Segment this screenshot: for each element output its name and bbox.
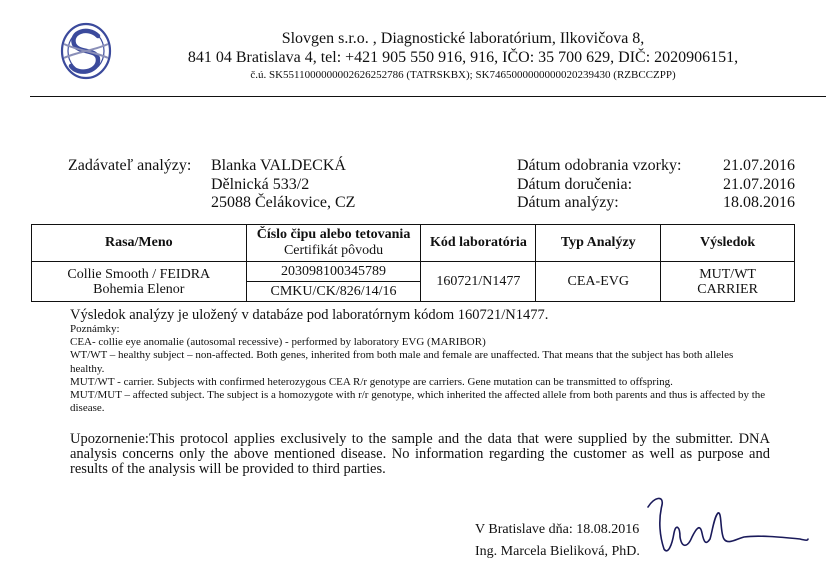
- sampling-date-label: Dátum odobrania vzorky:: [517, 157, 682, 174]
- chip-header: [246, 225, 421, 262]
- signatory-name: Ing. Marcela Bieliková, PhD.: [475, 544, 640, 559]
- result-cell: [661, 262, 795, 302]
- dog-name: Bohemia Elenor: [93, 281, 185, 297]
- results-table: [31, 224, 795, 302]
- sampling-date-value: 21.07.2016: [723, 157, 795, 174]
- signature-place-date: V Bratislave dňa: 18.08.2016: [475, 522, 640, 537]
- lab-bank-accounts: č.ú. SK5511000000002626252786 (TATRSKBX); SK7465000000000020239430 (RZBCCZPP): [250, 69, 676, 81]
- breed-name: Collie Smooth / FEIDRA: [67, 266, 211, 282]
- warning-text: Upozornenie:This protocol applies exclusively to the sample and the data that were supplied by the submitter. DNA analysis concerns only the above mentioned disease. No information regarding the customer as well as purpose and results of the analysis will be provided to third parties.: [70, 431, 770, 477]
- notes-section: [70, 323, 770, 415]
- result-genotype: MUT/WT: [699, 266, 756, 282]
- table-row: [32, 262, 795, 282]
- note-item: MUT/MUT – affected subject. The subject is a homozygote with r/r genotype, which inherited the affected allele from both parents and thus is affected by the disease.: [70, 389, 766, 415]
- note-item: WT/WT – healthy subject – non-affected. Both genes, inherited from both male and female are unaffected. That means that the subject has both alleles healthy.: [70, 349, 734, 375]
- note-item: CEA- collie eye anomalie (autosomal recessive) - performed by laboratory EVG (MARIBOR): [70, 336, 486, 349]
- client-street: Dělnická 533/2: [211, 176, 310, 193]
- warning-section: [70, 432, 770, 477]
- handwritten-signature: [640, 493, 812, 563]
- slovgen-logo: [58, 20, 114, 82]
- result-stored-note: Výsledok analýzy je uložený v databáze pod laboratórnym kódom 160721/N1477.: [70, 307, 549, 323]
- analysis-date-label: Dátum analýzy:: [517, 194, 619, 211]
- breed-cell: [32, 262, 247, 302]
- table-header-row: [32, 225, 795, 262]
- lab-code-cell: 160721/N1477: [421, 262, 536, 302]
- certificate-header-label: Certifikát pôvodu: [283, 243, 384, 258]
- result-status: CARRIER: [697, 281, 758, 297]
- lab-header-line1: Slovgen s.r.o. , Diagnostické laboratórium, Ilkovičova 8,: [281, 30, 645, 47]
- note-item: MUT/WT - carrier. Subjects with confirmed heterozygous CEA R/r genotype are carriers. Gene mutation can be transmitted to offspring.: [70, 375, 673, 388]
- result-header: Výsledok: [661, 225, 795, 262]
- header-divider: [30, 96, 826, 97]
- breed-header: Rasa/Meno: [32, 225, 247, 262]
- lab-header-line2: 841 04 Bratislava 4, tel: +421 905 550 916, 916, IČO: 35 700 629, DIČ: 2020906151,: [187, 49, 739, 66]
- client-name: Blanka VALDECKÁ: [211, 157, 346, 174]
- analysis-date-value: 18.08.2016: [723, 194, 795, 211]
- delivery-date-label: Dátum doručenia:: [517, 176, 633, 193]
- delivery-date-value: 21.07.2016: [723, 176, 795, 193]
- client-label: Zadávateľ analýzy:: [68, 157, 192, 174]
- analysis-type-header: Typ Analýzy: [536, 225, 661, 262]
- lab-code-header: Kód laboratória: [421, 225, 536, 262]
- certificate-cell: CMKU/CK/826/14/16: [246, 282, 421, 302]
- chip-header-label: Číslo čipu alebo tetovania: [256, 227, 411, 242]
- notes-heading: Poznámky:: [70, 323, 120, 335]
- chip-cell: 203098100345789: [246, 262, 421, 282]
- analysis-type-cell: CEA-EVG: [536, 262, 661, 302]
- client-city: 25088 Čelákovice, CZ: [211, 194, 356, 211]
